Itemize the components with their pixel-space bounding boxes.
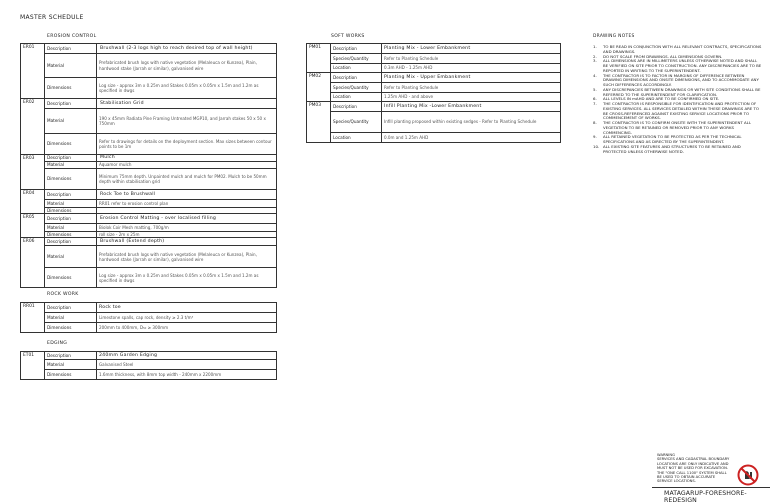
schedule-row: [21, 246, 277, 268]
schedule-row: [307, 83, 561, 93]
attribute-value: Brushwall (2-3 logs high to reach desired top of wall height): [97, 44, 277, 54]
schedule-row: [21, 134, 277, 155]
attribute-label: Material: [45, 313, 97, 323]
attribute-label: Material: [45, 360, 97, 370]
attribute-label: Description: [45, 44, 97, 54]
attribute-value: Planting Mix - Lower Embankment: [382, 44, 561, 54]
rock-work-table: [20, 302, 277, 333]
note-text: ALL RETAINED VEGETATION TO BE PROTECTED AS PER THE TECHNICAL SPECIFICATIONS AND AS DIRECTED BY THE SUPERINTENDENT.: [603, 134, 742, 144]
attribute-value: Minimum 75mm depth. Unpainted mulch and mulch for PM02. Mulch to be 50mm depth within stabilisation grid: [97, 169, 277, 190]
attribute-label: Species/Quantity: [331, 83, 382, 93]
edging-heading: EDGING: [47, 341, 68, 346]
schedule-row: [21, 162, 277, 169]
attribute-label: Description: [45, 190, 97, 200]
attribute-value: Refer to Planting Schedule: [382, 54, 561, 64]
attribute-value: Infill planting proposed within existing sedges - Refer to Planting Schedule: [382, 112, 561, 133]
item-code: ER04: [21, 190, 45, 214]
note-text: ALL DIMENSIONS ARE IN MILLIMETERS UNLESS OTHERWISE NOTED AND SHALL BE VERIFIED ON SITE PRIOR TO CONSTRUCTION. ANY DISCREPANCIES ARE TO BE REPORTED IN WRITING TO THE SUPERINTENDENT.: [603, 58, 762, 73]
schedule-row: [307, 93, 561, 102]
attribute-value: Rock Toe to Brushwall: [97, 190, 277, 200]
schedule-row: [307, 54, 561, 64]
attribute-value: Prefabricated brush logs with native vegetation (Melaleuca or Kunzea), Plain, hardwood stake (Jarrah or similar), galvanised wire: [97, 54, 277, 78]
attribute-value: Mulch: [97, 155, 277, 162]
note-text: ANY DISCREPANCIES BETWEEN DRAWINGS OR WITH SITE CONDITIONS SHALL BE REFERRED TO THE SUPERINTENDENT FOR CLARIFICATION.: [603, 86, 761, 97]
attribute-value: Prefabricated brush logs with native vegetation (Melaleuca or Kunzea), Plain, hardwood stake (Jarrah or similar), galvanised wire: [97, 246, 277, 268]
soft-works-heading: SOFT WORKS: [331, 34, 365, 39]
schedule-row: [21, 303, 277, 313]
erosion-heading: EROSION CONTROL: [47, 34, 97, 39]
project-title: MATAGARUP-FORESHORE-REDESIGN: [664, 490, 747, 504]
attribute-value: 190 x 45mm Radiata Pine Framing Untreated MGP10, and Jarrah stakes 50 x 50 x 750mm: [97, 109, 277, 134]
schedule-row: [21, 268, 277, 288]
attribute-value: Log size - approx 3m x 0.25m and Stakes 0.05m x 0.05m x 1.5m and 1.2m as specified in dwgs: [97, 78, 277, 99]
edging-table: [20, 351, 277, 380]
note-number: 9.: [593, 134, 597, 140]
schedule-row: [21, 313, 277, 323]
attribute-label: Species/Quantity: [331, 112, 382, 133]
attribute-label: Description: [331, 102, 382, 112]
note-text: THE CONTRACTOR IS RESPONSIBLE FOR IDENTIFICATION AND PROTECTION OF EXISTING SERVICES. ALL SERVICES DETAILED WITHIN THESE DRAWINGS ARE TO BE CROSS-REFERENCED AGAINST EXISTING SERVICE LOCATIONS PRIOR TO COMMENCEMENT OF WORKS.: [603, 101, 759, 121]
attribute-label: Dimensions: [45, 268, 97, 288]
attribute-value: Stabilisation Grid: [97, 99, 277, 109]
attribute-value: Erosion Control Matting - over localised filling: [97, 214, 277, 224]
note-text: THE CONTRACTOR IS TO FACTOR IN MARGINS OF DIFFERENCE BETWEEN DRAWING DIMENSIONS AND ONSITE DIMENSIONS, AND TO ACCOMMODATE ANY SUCH DIFFERENCES ACCORDINGLY.: [603, 72, 759, 87]
warning-line: THE "ONE CALL 1100" SYSTEM SHALL: [657, 470, 727, 475]
no-dig-warning-icon: [737, 464, 759, 486]
warning-line: SERVICES AND CADASTRAL BOUNDARY: [657, 457, 730, 462]
item-code: ER06: [21, 238, 45, 288]
warning-block: [657, 453, 737, 484]
item-code: PM01: [307, 44, 331, 73]
attribute-value: 0.3m AHD - 1.25m AHD: [382, 64, 561, 73]
attribute-label: Description: [45, 155, 97, 162]
rock-heading: ROCK WORK: [47, 292, 79, 297]
attribute-value: RR01 refer to erosion control plan: [97, 200, 277, 208]
attribute-value: Aquamor mulch: [97, 162, 277, 169]
schedule-row: [21, 78, 277, 99]
warning-line: SERVICE LOCATIONS.: [657, 479, 696, 484]
attribute-label: Material: [45, 54, 97, 78]
attribute-label: Dimensions: [45, 323, 97, 333]
note-text: THE CONTRACTOR IS TO CONFIRM ONSITE WITH THE SUPERINTENDENT ALL VEGETATION TO BE RETAINED OR REMOVED PRIOR TO ANY WORKS COMMENCING.: [603, 120, 751, 135]
schedule-row: [21, 214, 277, 224]
attribute-value: Biolok Coir Mesh matting, 700g/m: [97, 224, 277, 232]
schedule-row: [21, 352, 277, 360]
schedule-row: [307, 44, 561, 54]
attribute-label: Dimensions: [45, 134, 97, 155]
attribute-value: Infill Planting Mix -Lower Embankment: [382, 102, 561, 112]
note-number: 1.: [593, 44, 597, 49]
item-code: PM03: [307, 102, 331, 143]
attribute-label: Description: [45, 99, 97, 109]
page-title: MASTER SCHEDULE: [20, 14, 84, 21]
drawing-note: [593, 58, 763, 73]
warning-line: BE USED TO OBTAIN ACCURATE: [657, 475, 716, 480]
attribute-label: Material: [45, 224, 97, 232]
schedule-row: [307, 64, 561, 73]
attribute-label: Species/Quantity: [331, 54, 382, 64]
schedule-row: [307, 133, 561, 143]
drawing-note: [593, 143, 763, 155]
schedule-row: [21, 190, 277, 200]
note-text: ALL LEVELS IN mAHD AND ARE TO BE CONFIRMED ON SITE.: [603, 96, 720, 102]
attribute-label: Description: [45, 352, 97, 360]
schedule-row: [21, 238, 277, 246]
attribute-value: Rock toe: [97, 303, 277, 313]
attribute-value: Brushwall (Extend depth): [97, 238, 277, 246]
attribute-label: Description: [45, 238, 97, 246]
item-code: ER05: [21, 214, 45, 238]
attribute-label: Dimensions: [45, 78, 97, 99]
attribute-value: roll size - 2m x 25m: [97, 232, 277, 238]
drawing-notes-list: [593, 45, 763, 154]
schedule-row: [21, 169, 277, 190]
schedule-row: [307, 73, 561, 83]
note-text: ALL EXISTING SITE FEATURES AND STRUCTURES TO BE RETAINED AND PROTECTED UNLESS OTHERWISE NOTED.: [603, 143, 741, 154]
warning-heading: WARNING: [657, 453, 675, 457]
schedule-row: [21, 200, 277, 208]
attribute-label: Material: [45, 109, 97, 134]
item-code: RR01: [21, 303, 45, 333]
item-code: ER01: [21, 44, 45, 99]
attribute-label: Location: [331, 93, 382, 102]
attribute-value: 200mm to 400mm, D₅₀ ≥ 300mm: [97, 323, 277, 333]
attribute-value: Limestone spalls, cap rock, density ≥ 2.3 t/m³: [97, 313, 277, 323]
attribute-value: 1.6mm thickness, with 8mm top width - 240mm x 2200mm: [97, 370, 277, 380]
note-number: 6.: [593, 96, 597, 102]
note-text: DO NOT SCALE FROM DRAWINGS. ALL DIMENSIONS GOVERN.: [603, 53, 723, 59]
note-text: TO BE READ IN CONJUNCTION WITH ALL RELEVANT CONTRACTS, SPECIFICATIONS AND DRAWINGS.: [603, 44, 762, 54]
attribute-label: Description: [45, 214, 97, 224]
note-number: 7.: [593, 101, 597, 106]
schedule-row: [21, 370, 277, 380]
attribute-value: Log size - approx 3m x 0.25m and Stakes 0.05m x 0.05m x 1.5m and 1.2m as specified in dwgs: [97, 268, 277, 288]
drawing-notes-heading: DRAWING NOTES: [593, 34, 635, 39]
drawing-note: [593, 101, 763, 121]
attribute-value: Galvanised Steel: [97, 360, 277, 370]
soft-works-table: [306, 43, 561, 143]
schedule-row: [307, 102, 561, 112]
erosion-control-table: [20, 43, 277, 288]
attribute-label: Material: [45, 162, 97, 169]
schedule-row: [21, 99, 277, 109]
note-number: 10.: [593, 143, 600, 149]
item-code: ET01: [21, 352, 45, 380]
attribute-value: 0.0m and 1.25m AHD: [382, 133, 561, 143]
attribute-value: Planting Mix - Upper Embankment: [382, 73, 561, 83]
drawing-note: [593, 120, 763, 135]
note-number: 5.: [593, 86, 597, 92]
schedule-row: [21, 109, 277, 134]
attribute-label: Dimensions: [45, 169, 97, 190]
note-number: 8.: [593, 120, 597, 125]
schedule-row: [21, 155, 277, 162]
attribute-label: Location: [331, 64, 382, 73]
attribute-label: Description: [45, 303, 97, 313]
schedule-row: [21, 323, 277, 333]
attribute-value: 240mm Garden Edging: [97, 352, 277, 360]
drawing-note: [593, 72, 763, 88]
schedule-row: [21, 44, 277, 54]
item-code: ER03: [21, 155, 45, 190]
title-block-divider: [652, 487, 770, 488]
note-number: 4.: [593, 72, 597, 78]
attribute-label: Dimensions: [45, 208, 97, 214]
attribute-value: 1.25m AHD - and above: [382, 93, 561, 102]
warning-line: MUST NOT BE USED FOR EXCAVATION.: [657, 466, 729, 471]
attribute-value: Refer to drawings for details on the deployment section. Max sizes between contour points to be 1m: [97, 134, 277, 155]
attribute-value: Refer to Planting Schedule: [382, 83, 561, 93]
schedule-row: [21, 54, 277, 78]
attribute-label: Material: [45, 246, 97, 268]
schedule-row: [21, 224, 277, 232]
attribute-label: Description: [331, 44, 382, 54]
note-number: 3.: [593, 58, 597, 64]
attribute-label: Material: [45, 200, 97, 208]
note-number: 2.: [593, 53, 597, 59]
warning-line: LOCATIONS ARE ONLY INDICATIVE AND: [657, 461, 729, 466]
schedule-row: [307, 112, 561, 133]
attribute-label: Location: [331, 133, 382, 143]
attribute-label: Description: [331, 73, 382, 83]
item-code: PM02: [307, 73, 331, 102]
schedule-row: [21, 360, 277, 370]
item-code: ER02: [21, 99, 45, 155]
attribute-label: Dimensions: [45, 232, 97, 238]
attribute-label: Dimensions: [45, 370, 97, 380]
